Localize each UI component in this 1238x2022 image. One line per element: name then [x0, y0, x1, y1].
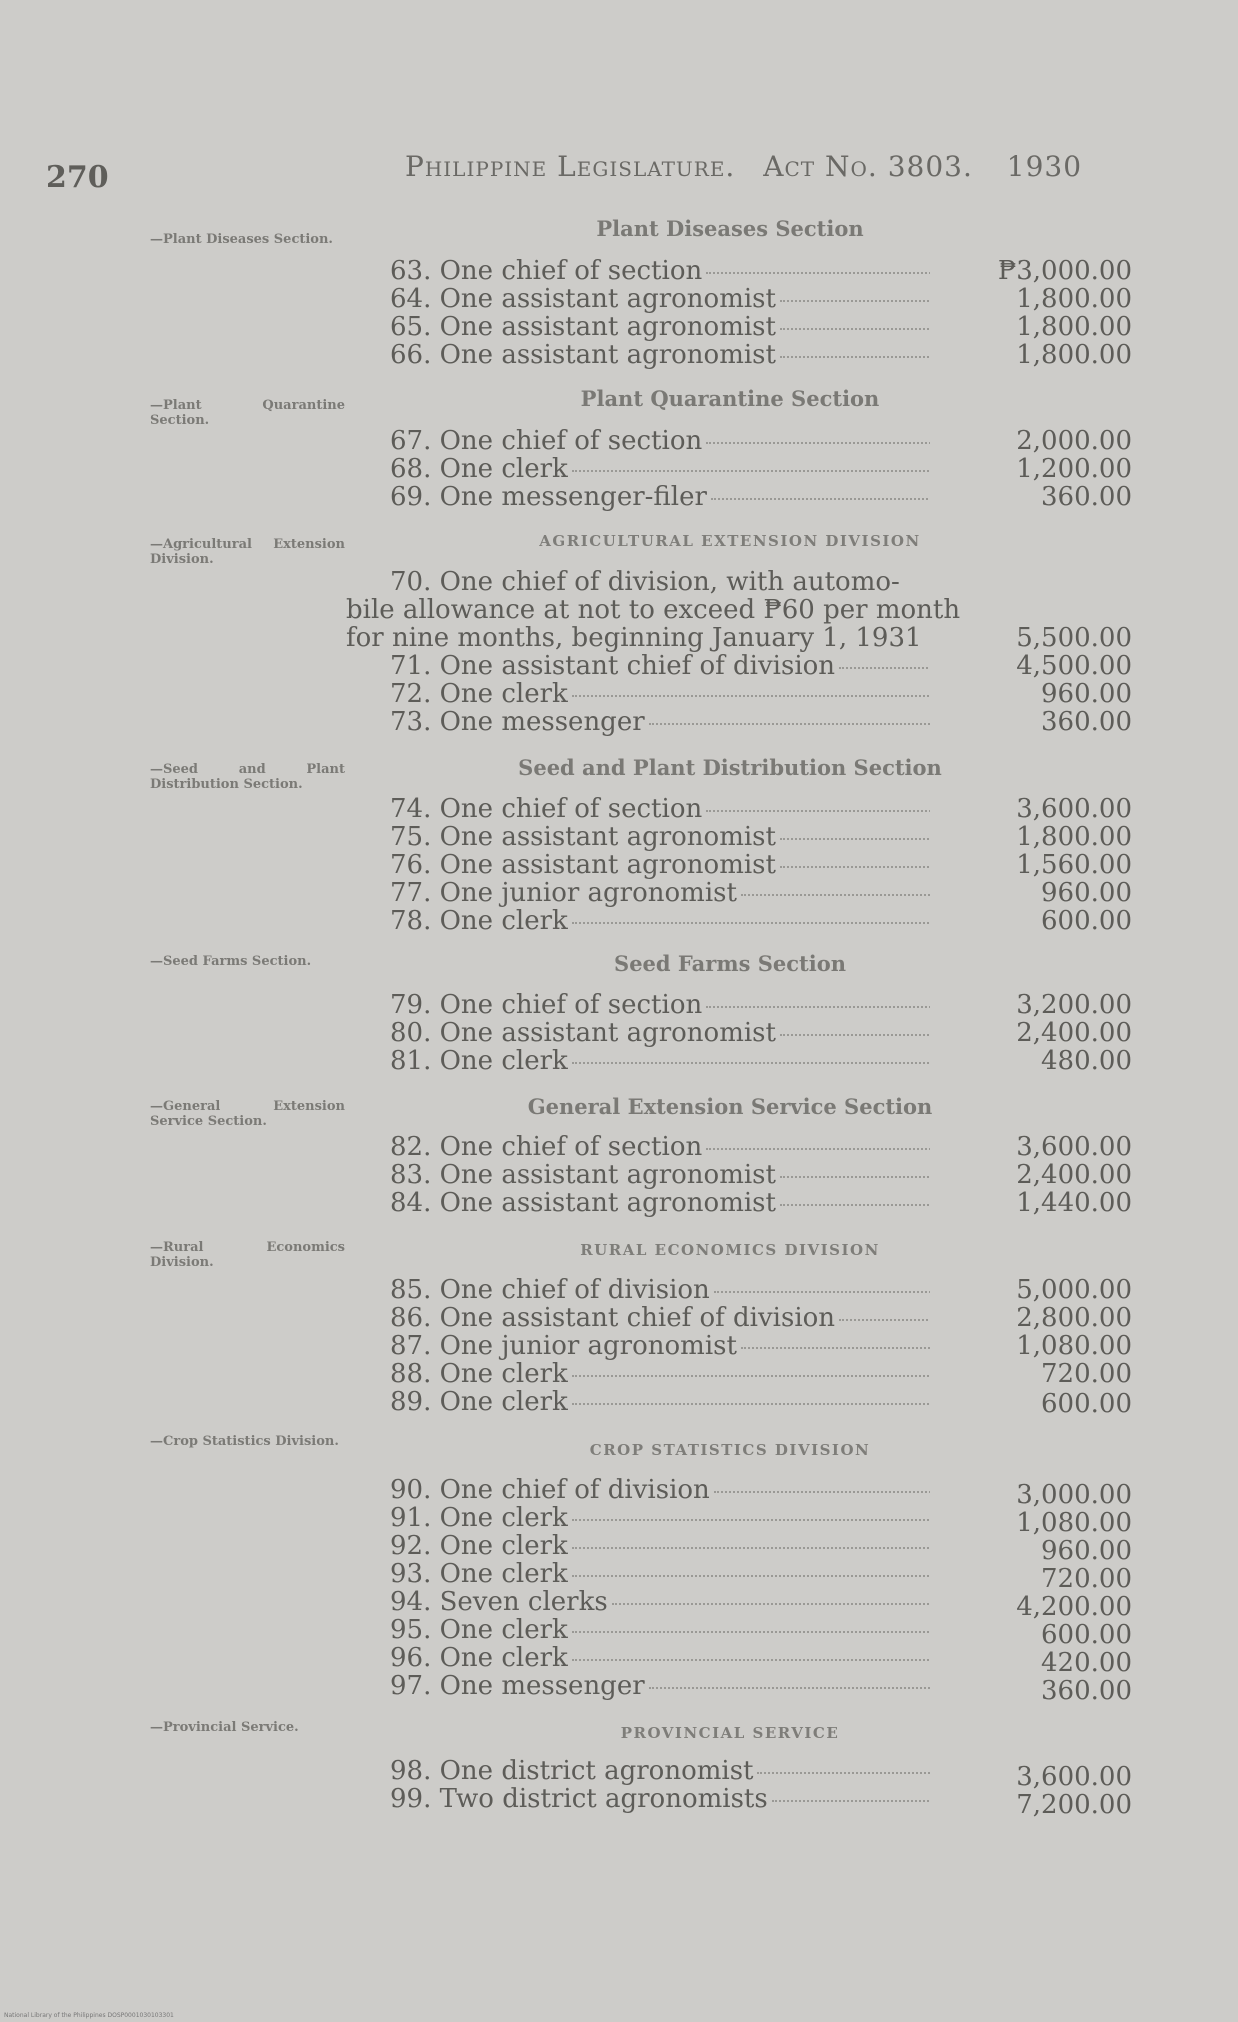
list-item: 88. One clerk — [390, 1360, 930, 1388]
margin-note: —Rural Economics Division. — [150, 1240, 345, 1270]
list-item: 72. One clerk — [390, 680, 930, 708]
item-amount: 960.00 — [1041, 679, 1132, 709]
list-item: 80. One assistant agronomist — [390, 1019, 930, 1047]
list-item: 65. One assistant agronomist — [390, 313, 930, 341]
item-amount: 1,200.00 — [1016, 454, 1132, 484]
division-heading: PROVINCIAL SERVICE — [620, 1724, 840, 1742]
item-amount: 1,800.00 — [1016, 284, 1132, 314]
section-heading: Seed Farms Section — [614, 951, 846, 976]
list-item: 93. One clerk — [390, 1560, 930, 1588]
item-amount: 360.00 — [1041, 482, 1132, 512]
running-head — [405, 150, 1085, 183]
item-amount: 4,200.00 — [1016, 1592, 1132, 1622]
list-item: 77. One junior agronomist — [390, 879, 930, 907]
item-amount: 420.00 — [1041, 1648, 1132, 1678]
section-heading: Seed and Plant Distribution Section — [518, 755, 942, 780]
list-item: 66. One assistant agronomist — [390, 341, 930, 369]
scan-credit: National Library of the Philippines DOSP0001030103301 — [4, 2012, 174, 2019]
section-heading: Plant Diseases Section — [596, 216, 864, 241]
list-item: 64. One assistant agronomist — [390, 285, 930, 313]
item-amount: 3,600.00 — [1016, 1762, 1132, 1792]
item-amount: 2,400.00 — [1016, 1018, 1132, 1048]
division-heading: RURAL ECONOMICS DIVISION — [580, 1241, 880, 1259]
item-amount: 4,500.00 — [1016, 651, 1132, 681]
list-item: 89. One clerk — [390, 1388, 930, 1416]
item-amount: 600.00 — [1041, 1389, 1132, 1419]
item-amount: 1,560.00 — [1016, 850, 1132, 880]
list-item: 99. Two district agronomists — [390, 1785, 930, 1813]
item-amount: 360.00 — [1041, 1676, 1132, 1706]
running-head-act: Act No. 3803. — [763, 150, 973, 183]
margin-note: —Crop Statistics Division. — [150, 1434, 339, 1449]
item-amount: ₱3,000.00 — [997, 256, 1132, 286]
list-item: 68. One clerk — [390, 455, 930, 483]
margin-note: —General Extension Service Section. — [150, 1099, 345, 1129]
list-item: 83. One assistant agronomist — [390, 1161, 930, 1189]
item-amount: 7,200.00 — [1016, 1790, 1132, 1820]
list-item: 79. One chief of section — [390, 991, 930, 1019]
item-amount: 1,800.00 — [1016, 312, 1132, 342]
item-amount: 3,000.00 — [1016, 1480, 1132, 1510]
list-item: 97. One messenger — [390, 1672, 930, 1700]
item-amount: 720.00 — [1041, 1359, 1132, 1389]
item-amount: 480.00 — [1041, 1046, 1132, 1076]
item-amount: 360.00 — [1041, 707, 1132, 737]
list-item: 84. One assistant agronomist — [390, 1189, 930, 1217]
item-amount: 2,400.00 — [1016, 1160, 1132, 1190]
page-number: 270 — [46, 160, 109, 195]
list-item: 76. One assistant agronomist — [390, 851, 930, 879]
margin-note: —Seed and Plant Distribution Section. — [150, 762, 345, 792]
running-head-year: 1930 — [1006, 150, 1083, 183]
item-amount: 960.00 — [1041, 878, 1132, 908]
item-amount: 960.00 — [1041, 1536, 1132, 1566]
list-item: 85. One chief of division — [390, 1276, 930, 1304]
list-item: 94. Seven clerks — [390, 1588, 930, 1616]
margin-note: —Agricultural Extension Division. — [150, 537, 345, 567]
list-item: 90. One chief of division — [390, 1476, 930, 1504]
list-item: 67. One chief of section — [390, 427, 930, 455]
list-item: 95. One clerk — [390, 1616, 930, 1644]
list-item: 75. One assistant agronomist — [390, 823, 930, 851]
list-item: 63. One chief of section — [390, 257, 930, 285]
running-head-legislature: Philippine Legislature. — [405, 150, 736, 183]
item-amount: 1,080.00 — [1016, 1508, 1132, 1538]
list-item: 82. One chief of section — [390, 1133, 930, 1161]
list-item: 73. One messenger — [390, 708, 930, 736]
margin-note: —Plant Quarantine Section. — [150, 398, 345, 428]
item-amount: 3,600.00 — [1016, 1132, 1132, 1162]
list-item: 81. One clerk — [390, 1047, 930, 1075]
item-70-line-2: bile allowance at not to exceed ₱60 per month — [346, 595, 961, 625]
list-item: 92. One clerk — [390, 1532, 930, 1560]
item-amount: 5,000.00 — [1016, 1275, 1132, 1305]
section-heading: Plant Quarantine Section — [580, 386, 880, 411]
margin-note: —Seed Farms Section. — [150, 954, 312, 969]
item-amount: 600.00 — [1041, 906, 1132, 936]
list-item: 69. One messenger-filer — [390, 483, 930, 511]
division-heading: CROP STATISTICS DIVISION — [589, 1441, 871, 1459]
list-item: 74. One chief of section — [390, 795, 930, 823]
item-amount: 720.00 — [1041, 1564, 1132, 1594]
margin-note: —Provincial Service. — [150, 1720, 299, 1735]
item-amount: 2,000.00 — [1016, 426, 1132, 456]
list-item: 78. One clerk — [390, 907, 930, 935]
item-amount: 1,800.00 — [1016, 822, 1132, 852]
item-amount: 1,800.00 — [1016, 340, 1132, 370]
list-item: 87. One junior agronomist — [390, 1332, 930, 1360]
item-amount: 1,440.00 — [1016, 1188, 1132, 1218]
list-item: 71. One assistant chief of division — [390, 652, 930, 680]
section-heading: General Extension Service Section — [527, 1094, 933, 1119]
division-heading: AGRICULTURAL EXTENSION DIVISION — [539, 532, 921, 550]
item-amount: 2,800.00 — [1016, 1303, 1132, 1333]
list-item: 98. One district agronomist — [390, 1757, 930, 1785]
item-70-line-1: 70. One chief of division, with automo- — [390, 567, 900, 597]
item-amount: 3,200.00 — [1016, 990, 1132, 1020]
item-amount: 5,500.00 — [1016, 623, 1132, 653]
item-amount: 600.00 — [1041, 1620, 1132, 1650]
margin-note: —Plant Diseases Section. — [150, 232, 333, 247]
item-70-line-3: for nine months, beginning January 1, 1931 — [346, 623, 922, 653]
list-item: 86. One assistant chief of division — [390, 1304, 930, 1332]
list-item: 91. One clerk — [390, 1504, 930, 1532]
item-amount: 3,600.00 — [1016, 794, 1132, 824]
list-item: 96. One clerk — [390, 1644, 930, 1672]
item-amount: 1,080.00 — [1016, 1331, 1132, 1361]
